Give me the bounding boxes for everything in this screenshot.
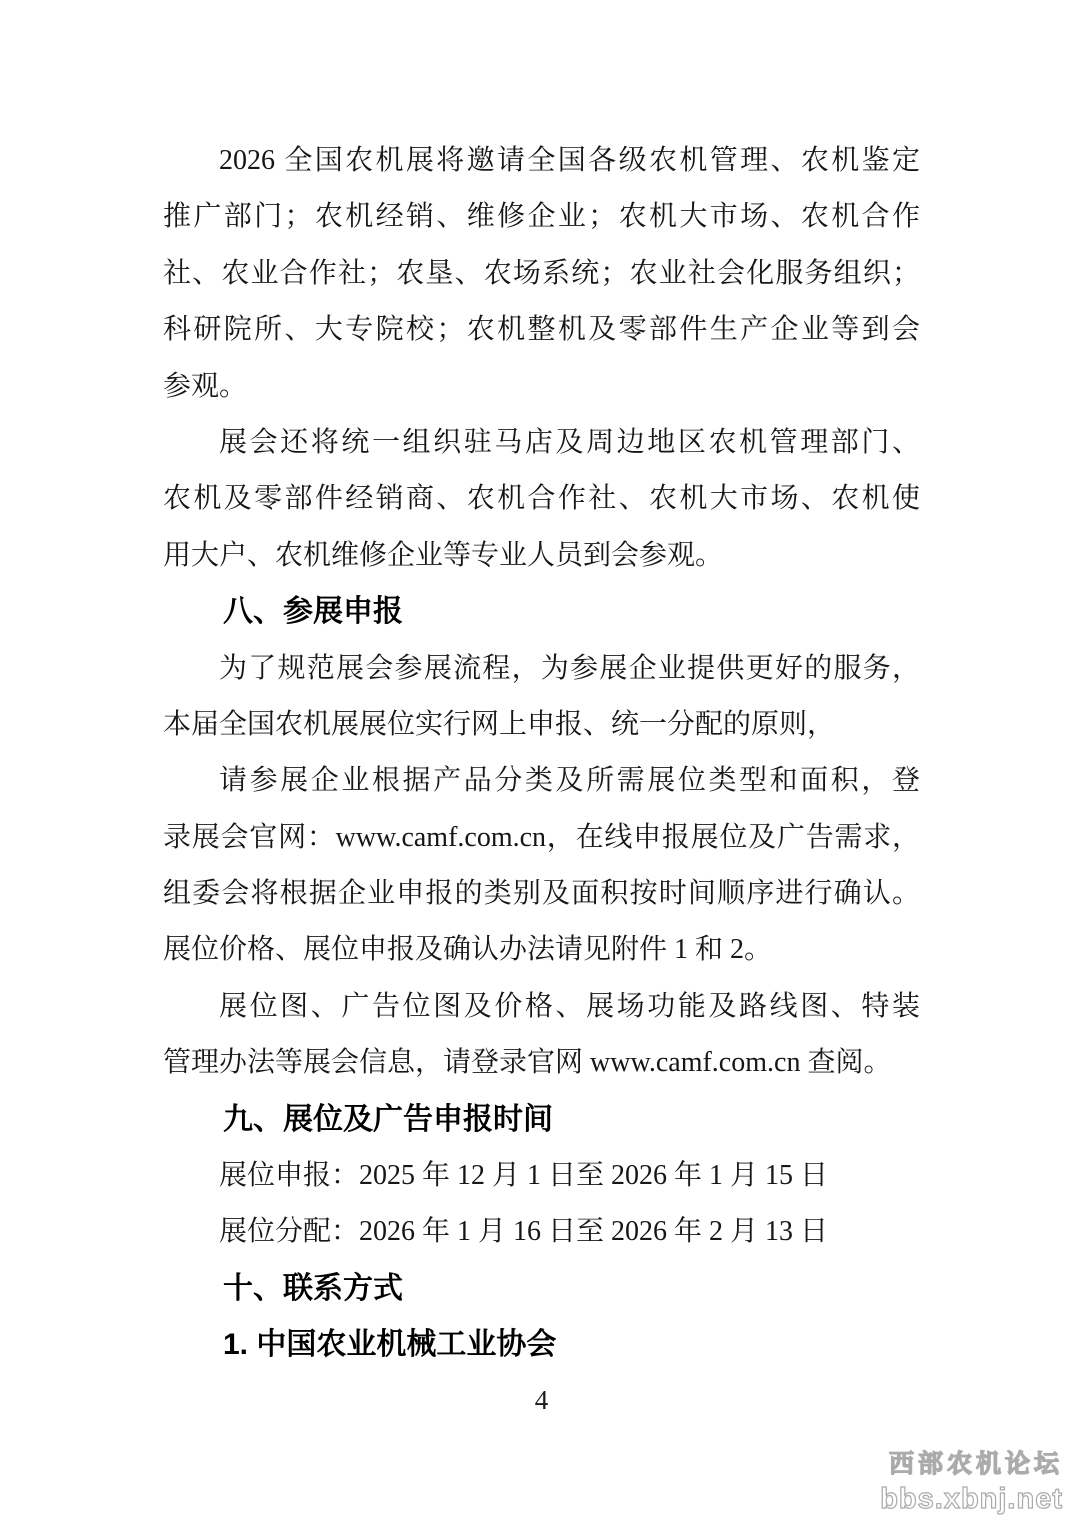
forum-watermark <box>880 1448 1063 1517</box>
watermark-forum-url: bbs.xbnj.net <box>880 1483 1063 1515</box>
document-body <box>163 133 920 1374</box>
paragraph-line: 展位图、广告位图及价格、展场功能及路线图、特装 <box>219 990 920 1022</box>
paragraph-line: 用大户、农机维修企业等专业人员到会参观。 <box>163 539 724 571</box>
paragraph-line: 农机及零部件经销商、农机合作社、农机大市场、农机使 <box>163 483 920 515</box>
booth-allocation-dates-line: 展位分配：2026 年 1 月 16 日至 2026 年 2 月 13 日 <box>219 1216 829 1248</box>
paragraph-line: 为了规范展会参展流程，为参展企业提供更好的服务， <box>219 652 920 684</box>
contact-org-heading: 1. 中国农业机械工业协会 <box>223 1328 557 1362</box>
booth-application-dates-line: 展位申报：2025 年 12 月 1 日至 2026 年 1 月 15 日 <box>219 1160 829 1192</box>
section-heading-10: 十、联系方式 <box>223 1271 403 1305</box>
paragraph-line: 推广部门；农机经销、维修企业；农机大市场、农机合作 <box>163 201 920 233</box>
paragraph-line: 请参展企业根据产品分类及所需展位类型和面积，登 <box>219 765 920 797</box>
paragraph-line: 科研院所、大专院校；农机整机及零部件生产企业等到会 <box>163 314 920 346</box>
paragraph-line: 管理办法等展会信息，请登录官网 www.camf.com.cn 查阅。 <box>163 1047 892 1079</box>
paragraph-line: 社、农业合作社；农垦、农场系统；农业社会化服务组织； <box>163 257 920 289</box>
paragraph-line: 录展会官网：www.camf.com.cn，在线申报展位及广告需求， <box>163 821 920 853</box>
paragraph-line: 展位价格、展位申报及确认办法请见附件 1 和 2。 <box>163 934 773 966</box>
paragraph-line: 本届全国农机展展位实行网上申报、统一分配的原则， <box>163 708 836 740</box>
paragraph-line: 展会还将统一组织驻马店及周边地区农机管理部门、 <box>219 426 920 458</box>
watermark-forum-name: 西部农机论坛 <box>888 1450 1063 1478</box>
paragraph-line: 组委会将根据企业申报的类别及面积按时间顺序进行确认。 <box>163 878 920 910</box>
section-heading-9: 九、展位及广告申报时间 <box>223 1102 553 1136</box>
page-number: 4 <box>534 1385 549 1415</box>
paragraph-line: 2026 全国农机展将邀请全国各级农机管理、农机鉴定 <box>219 145 920 176</box>
section-heading-8: 八、参展申报 <box>223 595 403 629</box>
paragraph-line: 参观。 <box>163 370 248 402</box>
